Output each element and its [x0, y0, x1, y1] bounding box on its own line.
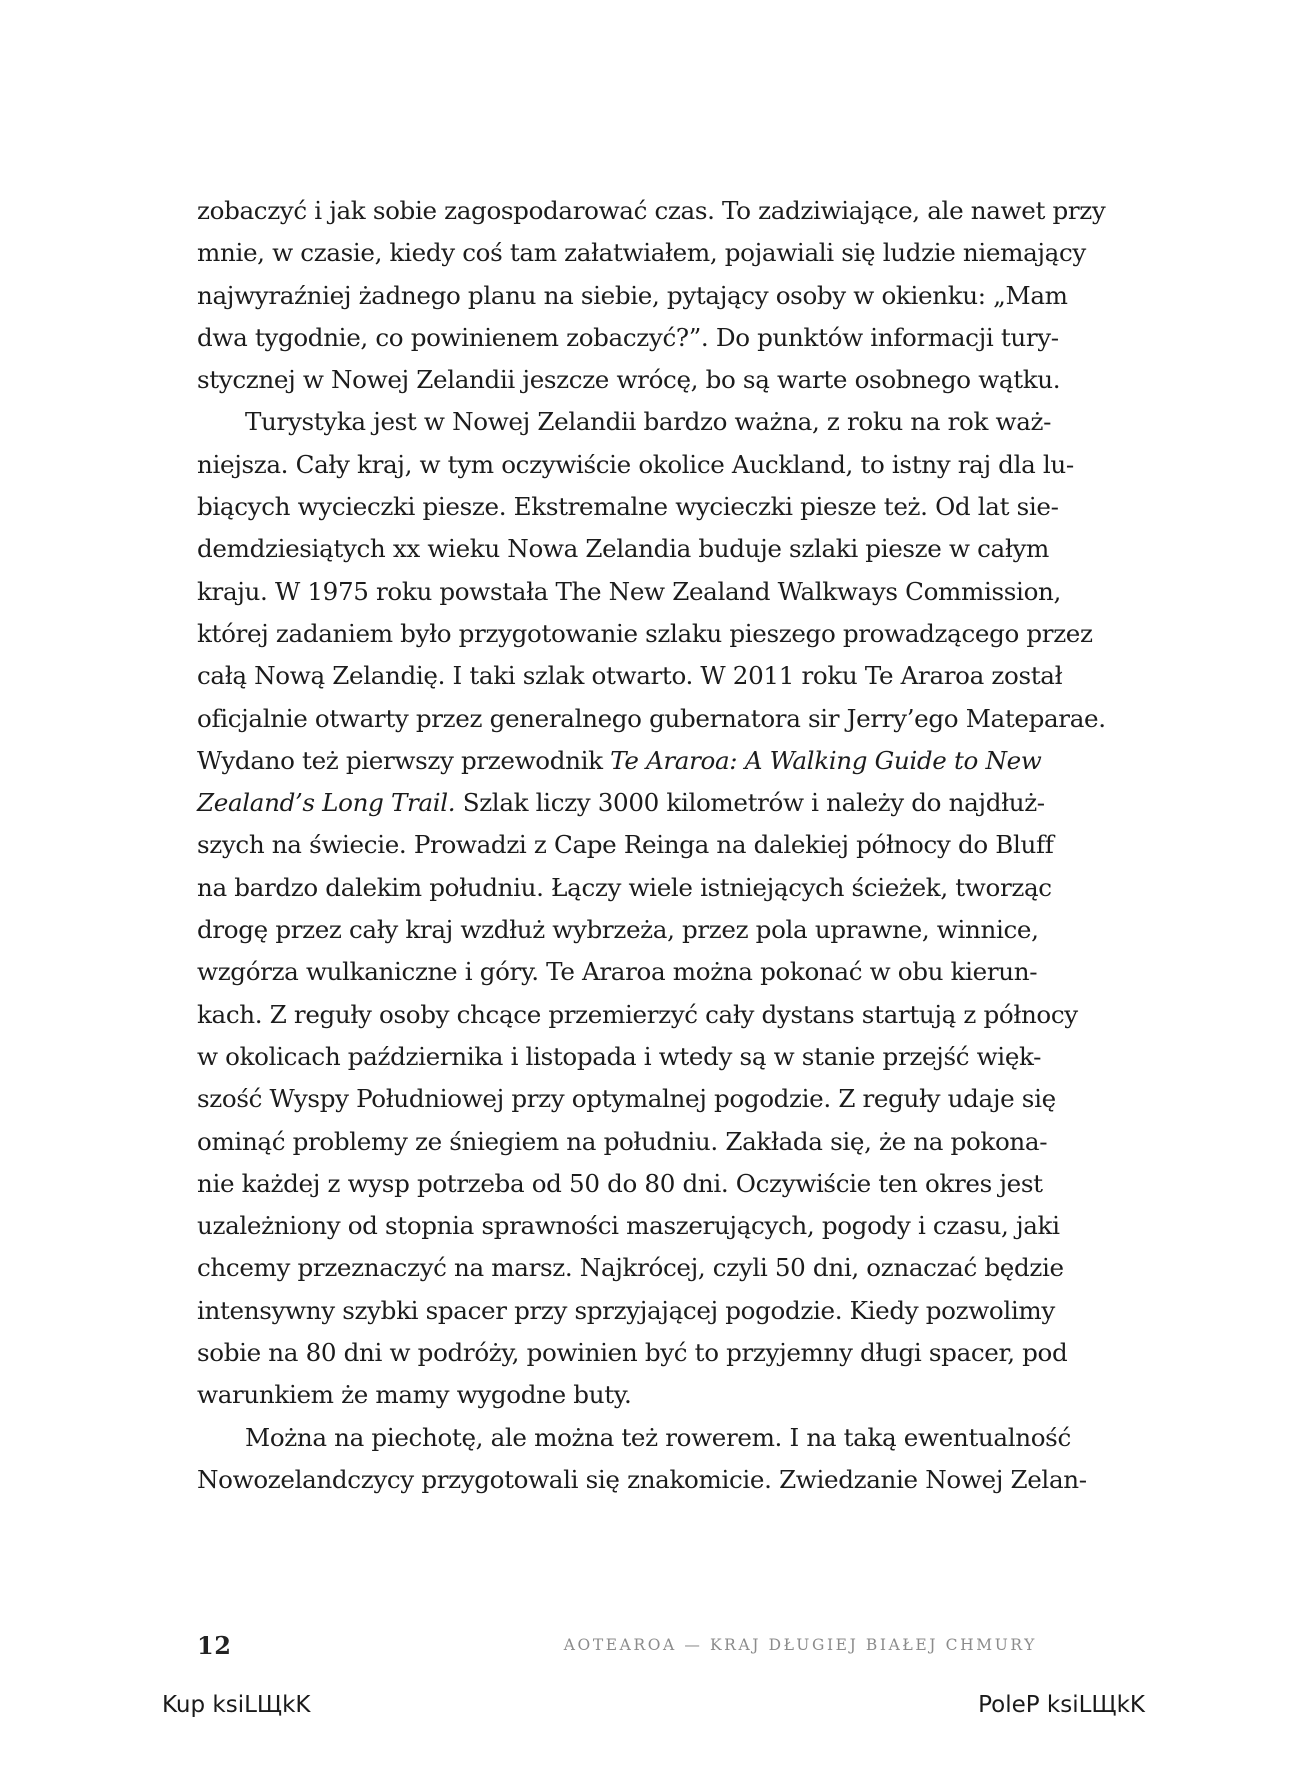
text-run: Wydano też pierwszy przewodnik: [197, 745, 611, 775]
text-run: mnie, w czasie, kiedy coś tam załatwiałem, pojawiali się ludzie niemający: [197, 238, 1086, 268]
paragraph: [197, 1417, 1087, 1502]
text-run: dwa tygodnie, co powinienem zobaczyć?”. Do punktów informacji tury-: [197, 322, 1059, 352]
text-line: [197, 1332, 1068, 1374]
text-run: stycznej w Nowej Zelandii jeszcze wrócę, bo są warte osobnego wątku.: [197, 365, 1061, 395]
text-line: [197, 613, 1093, 655]
text-line: [197, 1374, 1037, 1416]
text-line: [197, 740, 1042, 782]
text-run: najwyraźniej żadnego planu na siebie, pytający osoby w okienku: „Mam: [197, 280, 1068, 310]
text-run: na bardzo dalekim południu. Łączy wiele istniejących ścieżek, tworząc: [197, 872, 1052, 902]
text-run: warunkiem że mamy wygodne buty.: [197, 1380, 632, 1410]
paragraph: [197, 401, 1106, 1416]
text-line: [197, 1163, 1043, 1205]
text-line: [197, 359, 1061, 401]
text-line: [197, 190, 1106, 232]
text-line: [197, 655, 1063, 697]
text-run: Nowozelandczycy przygotowali się znakomicie. Zwiedzanie Nowej Zelan-: [197, 1464, 1087, 1494]
text-run: w okolicach października i listopada i wtedy są w stanie przejść więk-: [197, 1041, 1042, 1071]
text-run: Turystyka jest w Nowej Zelandii bardzo ważna, z roku na rok waż-: [245, 407, 1052, 437]
buy-book-link[interactable]: Kup ksiLЩkK: [162, 1692, 311, 1718]
italic-title: Te Araroa: A Walking Guide to New: [610, 745, 1042, 775]
text-line: [197, 528, 1050, 570]
text-line: [197, 1417, 1071, 1459]
paragraph: [197, 190, 1106, 401]
text-run: wzgórza wulkaniczne i góry. Te Araroa można pokonać w obu kierun-: [197, 957, 1038, 987]
text-line: [197, 486, 1059, 528]
text-run: szość Wyspy Południowej przy optymalnej pogodzie. Z reguły udaje się: [197, 1084, 1056, 1114]
text-line: [197, 782, 1045, 824]
text-line: [197, 571, 1061, 613]
text-run: całą Nową Zelandię. I taki szlak otwarto. W 2011 roku Te Araroa został: [197, 661, 1063, 691]
text-run: oficjalnie otwarty przez generalnego gubernatora sir Jerry’ego Mateparae.: [197, 703, 1106, 733]
text-run: ominąć problemy ze śniegiem na południu. Zakłada się, że na pokona-: [197, 1126, 1048, 1156]
page-number: 12: [197, 1631, 232, 1660]
text-run: zobaczyć i jak sobie zagospodarować czas. To zadziwiające, ale nawet przy: [197, 196, 1106, 225]
running-head: AOTEAROA — KRAJ DŁUGIEJ BIAŁEJ CHMURY: [563, 1636, 1037, 1654]
text-line: [197, 401, 1052, 443]
italic-title: Zealand’s Long Trail.: [197, 788, 456, 818]
text-line: [197, 1205, 1060, 1247]
text-line: [197, 1290, 1055, 1332]
text-run: Można na piechotę, ale można też rowerem. I na taką ewentualność: [245, 1422, 1071, 1452]
text-run: chcemy przeznaczyć na marsz. Najkrócej, czyli 50 dni, oznaczać będzie: [197, 1253, 1064, 1283]
body-text: [197, 190, 1106, 1501]
text-line: [197, 1078, 1056, 1120]
text-run: niejsza. Cały kraj, w tym oczywiście okolice Auckland, to istny raj dla lu-: [197, 449, 1074, 479]
text-line: [197, 824, 1054, 866]
text-run: szych na świecie. Prowadzi z Cape Reinga na dalekiej północy do Bluff: [197, 830, 1054, 860]
text-line: [197, 698, 1106, 740]
text-line: [197, 1121, 1048, 1163]
text-run: uzależniony od stopnia sprawności maszerujących, pogody i czasu, jaki: [197, 1211, 1060, 1241]
text-line: [197, 232, 1086, 274]
text-run: nie każdej z wysp potrzeba od 50 do 80 dni. Oczywiście ten okres jest: [197, 1168, 1043, 1198]
text-line: [197, 444, 1074, 486]
text-line: [197, 1036, 1042, 1078]
text-run: której zadaniem było przygotowanie szlaku pieszego prowadzącego przez: [197, 618, 1093, 648]
text-run: drogę przez cały kraj wzdłuż wybrzeża, przez pola uprawne, winnice,: [197, 915, 1039, 945]
text-line: [197, 867, 1052, 909]
text-run: sobie na 80 dni w podróży, powinien być to przyjemny długi spacer, pod: [197, 1338, 1068, 1368]
text-line: [197, 994, 1078, 1036]
text-line: [197, 1459, 1087, 1501]
text-run: biących wycieczki piesze. Ekstremalne wycieczki piesze też. Od lat sie-: [197, 492, 1059, 522]
text-run: kraju. W 1975 roku powstała The New Zealand Walkways Commission,: [197, 576, 1061, 606]
recommend-book-link[interactable]: PoleP ksiLЩkK: [978, 1692, 1145, 1718]
text-line: [197, 317, 1059, 359]
text-run: demdziesiątych xx wieku Nowa Zelandia buduje szlaki piesze w całym: [197, 534, 1050, 564]
text-line: [197, 275, 1068, 317]
text-line: [197, 909, 1037, 951]
text-line: [197, 1247, 1064, 1289]
text-line: [197, 951, 1037, 993]
text-run: intensywny szybki spacer przy sprzyjającej pogodzie. Kiedy pozwolimy: [197, 1295, 1055, 1325]
text-run: kach. Z reguły osoby chcące przemierzyć cały dystans startują z północy: [197, 999, 1078, 1029]
text-run: Szlak liczy 3000 kilometrów i należy do najdłuż-: [455, 788, 1045, 818]
